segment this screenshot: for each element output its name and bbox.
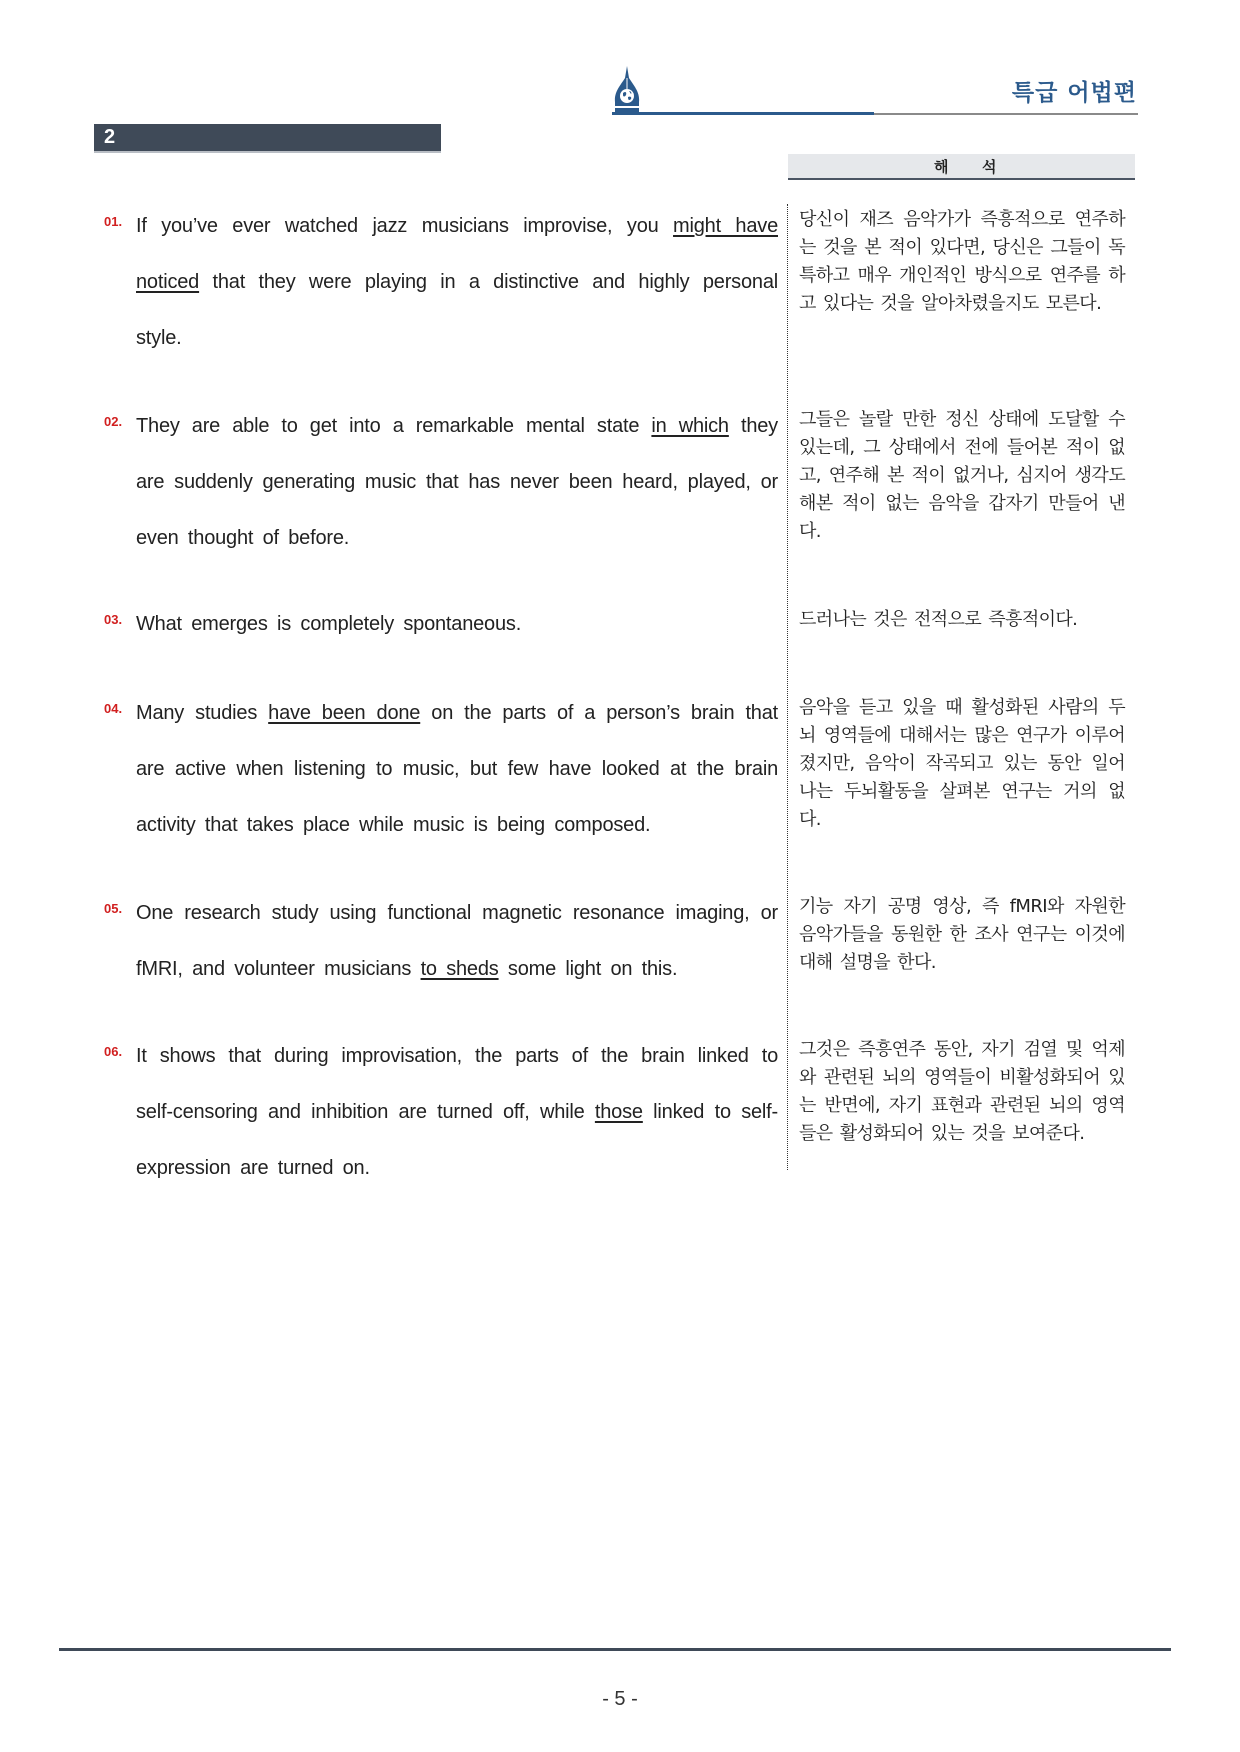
sentence-text: Many studies bbox=[136, 702, 269, 724]
underlined-grammar-point: have been done bbox=[268, 702, 421, 724]
underlined-grammar-point: to sheds bbox=[420, 958, 499, 980]
sentence-number: 06. bbox=[104, 1044, 123, 1059]
sentence-text: linked to self-expression are turned on. bbox=[136, 1101, 778, 1179]
section-bar bbox=[94, 124, 441, 151]
pen-nib-globe-icon bbox=[612, 64, 642, 114]
english-sentence bbox=[136, 596, 778, 652]
sentence-text: If you’ve ever watched jazz musicians improvise, you bbox=[136, 215, 674, 237]
english-sentence bbox=[136, 198, 778, 366]
page-number: - 5 - bbox=[602, 1688, 638, 1710]
header-rule bbox=[874, 113, 1138, 115]
sentence-text: What emerges is completely spontaneous. bbox=[136, 613, 522, 635]
sentence-number: 04. bbox=[104, 701, 123, 716]
sentence-number: 01. bbox=[104, 214, 123, 229]
sentence-text: some light on this. bbox=[498, 958, 678, 980]
section-bar-underline bbox=[94, 151, 441, 153]
english-sentence bbox=[136, 885, 778, 997]
english-sentence bbox=[136, 398, 778, 566]
english-sentence bbox=[136, 685, 778, 853]
sentence-text: One research study using functional magnetic resonance imaging, or fMRI, and volunteer musicians bbox=[136, 902, 778, 980]
english-sentence bbox=[136, 1028, 778, 1196]
header-rule-accent bbox=[612, 112, 874, 115]
underlined-grammar-point: those bbox=[594, 1101, 643, 1123]
korean-translation: 기능 자기 공명 영상, 즉 fMRI와 자원한 음악가들을 동원한 한 조사 연구는 이것에 대해 설명을 한다. bbox=[799, 896, 1125, 973]
translation-header-char-2: 석 bbox=[982, 158, 997, 176]
footer-rule bbox=[59, 1648, 1171, 1651]
column-divider bbox=[787, 204, 788, 1170]
translation-header-char-1: 해 bbox=[934, 158, 949, 176]
sentence-text: on the parts of a person’s brain that are active when listening to music, but few have looked at the brain activity that takes place while music is being composed. bbox=[136, 702, 778, 836]
korean-translation: 드러나는 것은 전적으로 즉흥적이다. bbox=[799, 609, 1078, 630]
korean-translation: 그것은 즉흥연주 동안, 자기 검열 및 억제와 관련된 뇌의 영역들이 비활성화되어 있는 반면에, 자기 표현과 관련된 뇌의 영역들은 활성화되어 있는 것을 보여준다. bbox=[799, 1039, 1125, 1144]
sentence-text: they are suddenly generating music that has never been heard, played, or even thought of before. bbox=[136, 415, 778, 549]
sentence-text: They are able to get into a remarkable mental state bbox=[136, 415, 652, 437]
sentence-number: 03. bbox=[104, 612, 123, 627]
korean-translation: 음악을 듣고 있을 때 활성화된 사람의 두뇌 영역들에 대해서는 많은 연구가 이루어졌지만, 음악이 작곡되고 있는 동안 일어나는 두뇌활동을 살펴본 연구는 거의 없다. bbox=[799, 697, 1125, 830]
underlined-grammar-point: in which bbox=[651, 415, 729, 437]
section-number: 2 bbox=[104, 126, 116, 148]
sentence-text: that they were playing in a distinctive and highly personal style. bbox=[136, 271, 778, 349]
header-title: 특급 어법편 bbox=[1011, 80, 1137, 106]
sentence-text: It shows that during improvisation, the parts of the brain linked to self-censoring and inhibition are turned off, while bbox=[136, 1045, 778, 1123]
underlined-grammar-point: might have noticed bbox=[136, 215, 778, 293]
sentence-number: 05. bbox=[104, 901, 123, 916]
korean-translation: 그들은 놀랄 만한 정신 상태에 도달할 수 있는데, 그 상태에서 전에 들어본 적이 없고, 연주해 본 적이 없거나, 심지어 생각도 해본 적이 없는 음악을 갑자기 만들어 낸다. bbox=[799, 409, 1125, 542]
korean-translation: 당신이 재즈 음악가가 즉흥적으로 연주하는 것을 본 적이 있다면, 당신은 그들이 독특하고 매우 개인적인 방식으로 연주를 하고 있다는 것을 알아차렸을지도 모른다. bbox=[799, 209, 1125, 314]
translation-column-header bbox=[788, 154, 1135, 180]
sentence-number: 02. bbox=[104, 414, 123, 429]
